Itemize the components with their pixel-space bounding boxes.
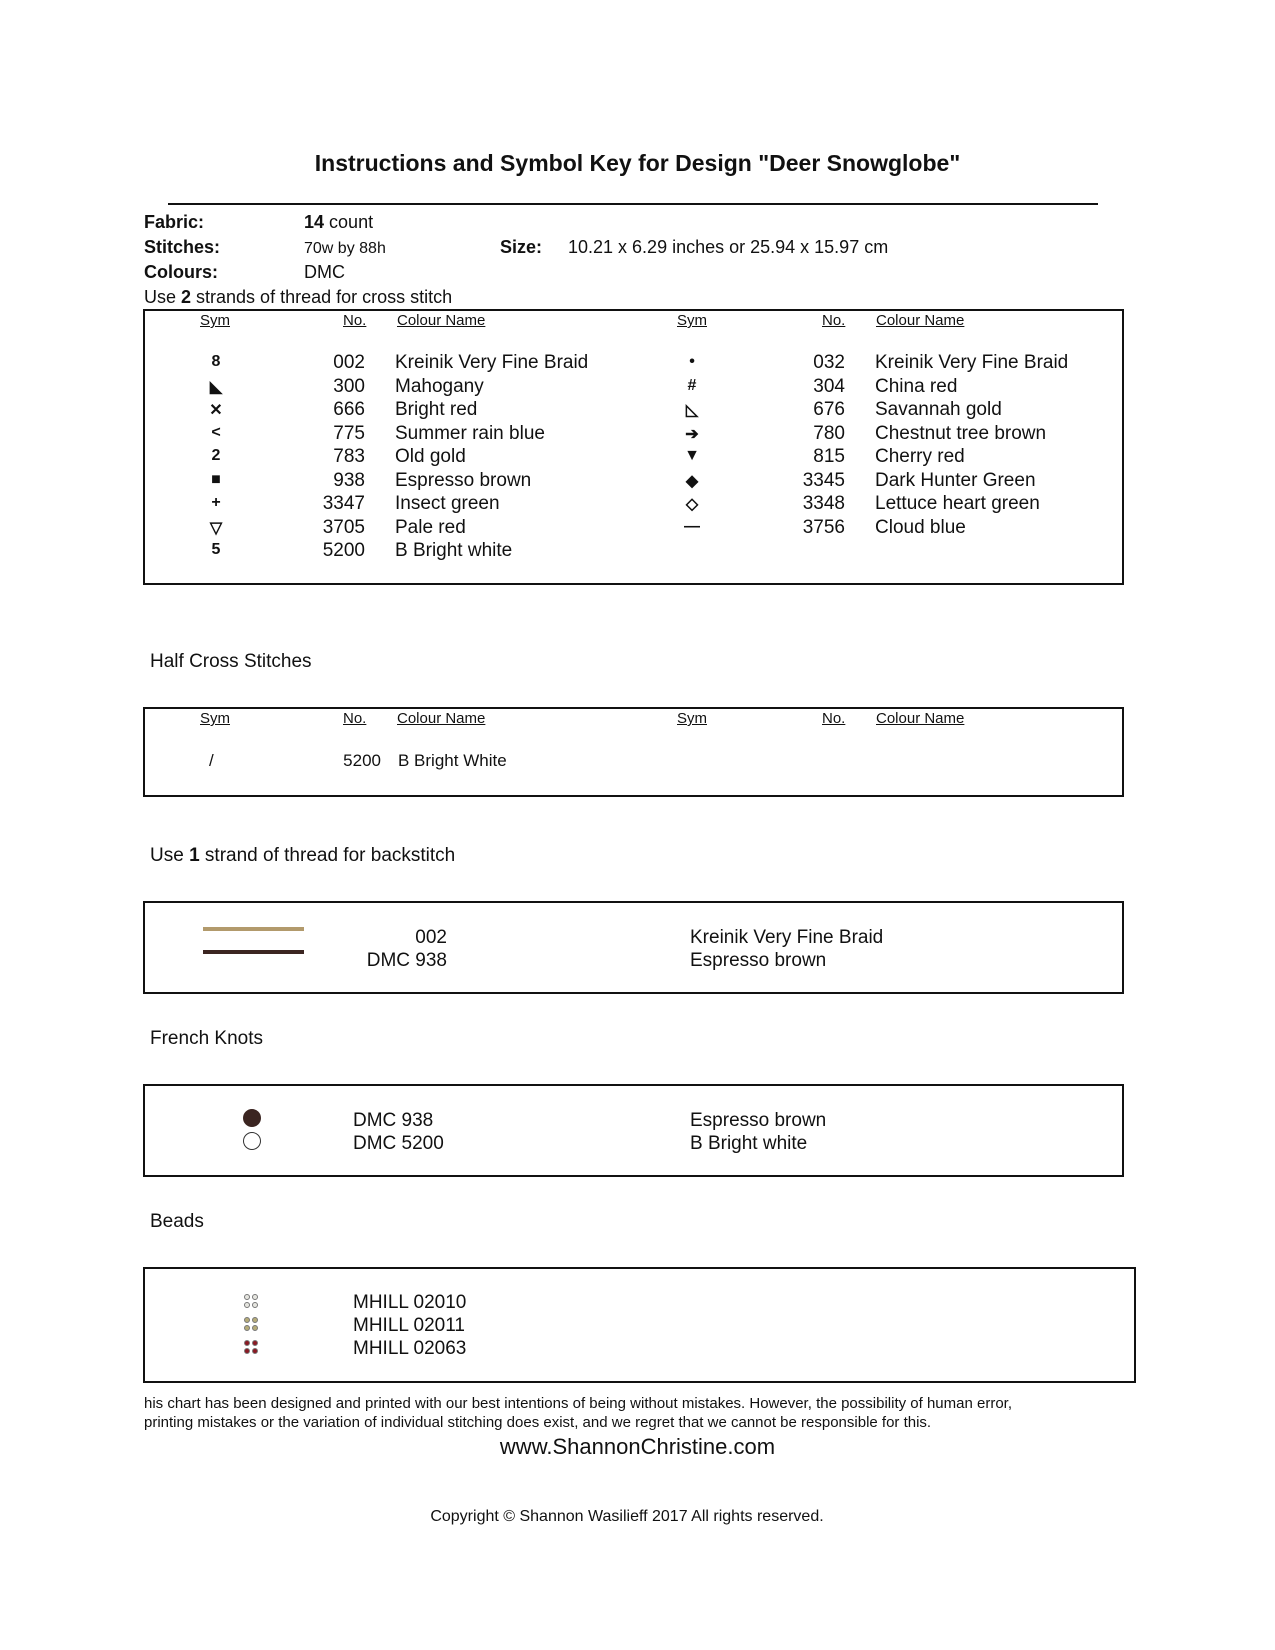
- right-colour-name-1: China red: [875, 375, 958, 397]
- title-divider: [168, 203, 1098, 205]
- header-sym-right: Sym: [677, 312, 707, 329]
- left-symbol-2: ✕: [209, 402, 223, 419]
- right-number-3: 780: [813, 422, 845, 444]
- right-colour-name-5: Dark Hunter Green: [875, 469, 1036, 491]
- left-colour-name-4: Old gold: [395, 446, 466, 467]
- right-number-6: 3348: [802, 493, 845, 514]
- bead-icon: [244, 1340, 260, 1356]
- left-symbol-3: <: [211, 423, 221, 441]
- bead-dot: [252, 1317, 258, 1323]
- right-number-7: 3756: [802, 516, 845, 538]
- half-no: 5200: [343, 751, 381, 770]
- left-number-1: 300: [333, 375, 365, 397]
- right-symbol-7: —: [684, 517, 700, 535]
- left-number-5: 938: [333, 469, 365, 491]
- bead-dot: [252, 1294, 258, 1300]
- header-no-left: No.: [343, 312, 367, 329]
- half-sym: /: [209, 751, 214, 770]
- disclaimer-line-2: printing mistakes or the variation of individual stitching does exist, and we regret that we cannot be responsible for this.: [144, 1414, 932, 1431]
- left-colour-name-3: Summer rain blue: [395, 422, 545, 444]
- right-symbol-5: ◆: [685, 472, 699, 490]
- right-colour-name-4: Cherry red: [875, 446, 965, 467]
- half-name: B Bright White: [398, 751, 507, 770]
- beads-heading: Beads: [150, 1211, 204, 1232]
- right-colour-name-3: Chestnut tree brown: [875, 422, 1047, 444]
- website-link[interactable]: www.ShannonChristine.com: [499, 1434, 776, 1459]
- copyright: Copyright © Shannon Wasilieff 2017 All rights reserved.: [430, 1508, 824, 1525]
- right-number-2: 676: [813, 399, 845, 420]
- left-colour-name-7: Pale red: [395, 516, 466, 538]
- half-header-no-left: No.: [343, 710, 367, 727]
- knot-code-0: DMC 938: [353, 1110, 434, 1131]
- bead-dot: [244, 1317, 250, 1323]
- french-knot-dot: [243, 1109, 261, 1127]
- right-number-0: 032: [813, 352, 845, 373]
- left-symbol-8: 5: [211, 541, 221, 558]
- bead-code-0: MHILL 02010: [353, 1292, 467, 1313]
- left-symbol-6: +: [211, 494, 221, 511]
- beads-key: [143, 1267, 1136, 1383]
- french-knots-heading: French Knots: [150, 1028, 263, 1049]
- left-colour-name-8: B Bright white: [395, 540, 513, 561]
- knot-name-0: Espresso brown: [690, 1110, 827, 1131]
- header-no-right: No.: [822, 312, 846, 329]
- right-symbol-4: ▼: [684, 447, 700, 464]
- disclaimer-line-1: his chart has been designed and printed with our best intentions of being without mistakes. However, the possibility of human error,: [144, 1395, 1012, 1412]
- header-name-right: Colour Name: [876, 312, 965, 329]
- strands-count: 2: [181, 287, 192, 307]
- strands-pre: Use: [144, 287, 182, 307]
- half-header-no-right: No.: [822, 710, 846, 727]
- page-title: Instructions and Symbol Key for Design "Deer Snowglobe": [314, 150, 961, 176]
- right-symbol-3: ➔: [685, 425, 699, 443]
- left-number-0: 002: [333, 352, 365, 373]
- bead-dot: [252, 1302, 258, 1308]
- left-number-2: 666: [333, 399, 365, 420]
- bead-icon: [244, 1294, 260, 1310]
- header-name-left: Colour Name: [397, 312, 486, 329]
- bead-dot: [244, 1348, 250, 1354]
- half-cross-heading: Half Cross Stitches: [150, 651, 312, 672]
- left-symbol-1: ◣: [209, 378, 223, 396]
- left-colour-name-5: Espresso brown: [395, 469, 532, 491]
- strands-instruction: [144, 287, 452, 308]
- bead-dot: [252, 1348, 258, 1354]
- left-colour-name-6: Insect green: [395, 493, 500, 514]
- backstitch-code-1: DMC 938: [366, 950, 447, 971]
- bead-dot: [252, 1340, 258, 1346]
- right-colour-name-6: Lettuce heart green: [875, 493, 1040, 514]
- half-header-name-left: Colour Name: [397, 710, 486, 727]
- french-knots-key: [143, 1084, 1124, 1177]
- right-symbol-0: •: [689, 353, 695, 370]
- backstitch-code-0: 002: [415, 927, 447, 948]
- backstitch-line-swatch: [203, 950, 304, 954]
- backstitch-name-0: Kreinik Very Fine Braid: [690, 927, 884, 948]
- fabric-value: [304, 212, 373, 233]
- colours-value: DMC: [304, 262, 345, 282]
- french-knot-dot: [243, 1132, 261, 1150]
- bead-code-2: MHILL 02063: [353, 1338, 467, 1359]
- bead-icon: [244, 1317, 260, 1333]
- backstitch-name-1: Espresso brown: [690, 950, 827, 971]
- backstitch-post: strand of thread for backstitch: [199, 845, 456, 866]
- colours-label: Colours:: [144, 262, 218, 282]
- header-sym-left: Sym: [200, 312, 230, 329]
- half-header-sym-left: Sym: [200, 710, 230, 727]
- left-number-6: 3347: [322, 493, 365, 514]
- size-value: 10.21 x 6.29 inches or 25.94 x 15.97 cm: [568, 237, 889, 257]
- right-number-5: 3345: [802, 469, 845, 491]
- backstitch-line-swatch: [203, 927, 304, 931]
- backstitch-pre: Use: [150, 845, 190, 866]
- bead-dot: [244, 1294, 250, 1300]
- cross-stitch-key: [143, 309, 1124, 585]
- left-symbol-4: 2: [211, 447, 221, 464]
- stitches-label: Stitches:: [144, 237, 221, 257]
- left-colour-name-0: Kreinik Very Fine Braid: [395, 352, 589, 373]
- right-colour-name-7: Cloud blue: [875, 516, 966, 538]
- right-symbol-1: #: [687, 376, 697, 394]
- left-symbol-0: 8: [211, 353, 221, 370]
- right-colour-name-2: Savannah gold: [875, 399, 1002, 420]
- left-number-8: 5200: [322, 540, 365, 561]
- right-number-4: 815: [813, 446, 845, 467]
- bead-dot: [252, 1325, 258, 1331]
- left-symbol-5: ■: [211, 470, 221, 488]
- right-colour-name-0: Kreinik Very Fine Braid: [875, 352, 1069, 373]
- left-number-4: 783: [333, 446, 365, 467]
- half-cross-key: [143, 707, 1124, 797]
- fabric-label: Fabric:: [144, 212, 205, 232]
- left-number-3: 775: [333, 422, 365, 444]
- backstitch-count: 1: [189, 845, 200, 866]
- size-label: Size:: [500, 237, 543, 257]
- bead-dot: [244, 1302, 250, 1308]
- left-colour-name-2: Bright red: [395, 399, 478, 420]
- backstitch-key: [143, 901, 1124, 994]
- knot-name-1: B Bright white: [690, 1133, 808, 1154]
- stitches-value: 70w by 88h: [304, 240, 386, 257]
- left-symbol-7: ▽: [209, 519, 223, 537]
- knot-code-1: DMC 5200: [353, 1133, 444, 1154]
- fabric-count: 14: [304, 212, 325, 232]
- right-symbol-6: ◇: [685, 496, 699, 513]
- left-colour-name-1: Mahogany: [395, 375, 484, 397]
- strands-post: strands of thread for cross stitch: [191, 287, 453, 307]
- half-header-name-right: Colour Name: [876, 710, 965, 727]
- backstitch-heading: [150, 845, 455, 867]
- right-number-1: 304: [813, 375, 845, 397]
- left-number-7: 3705: [322, 516, 365, 538]
- bead-code-1: MHILL 02011: [353, 1315, 465, 1336]
- bead-dot: [244, 1325, 250, 1331]
- right-symbol-2: ◺: [685, 402, 699, 419]
- half-header-sym-right: Sym: [677, 710, 707, 727]
- bead-dot: [244, 1340, 250, 1346]
- fabric-unit: count: [329, 212, 374, 232]
